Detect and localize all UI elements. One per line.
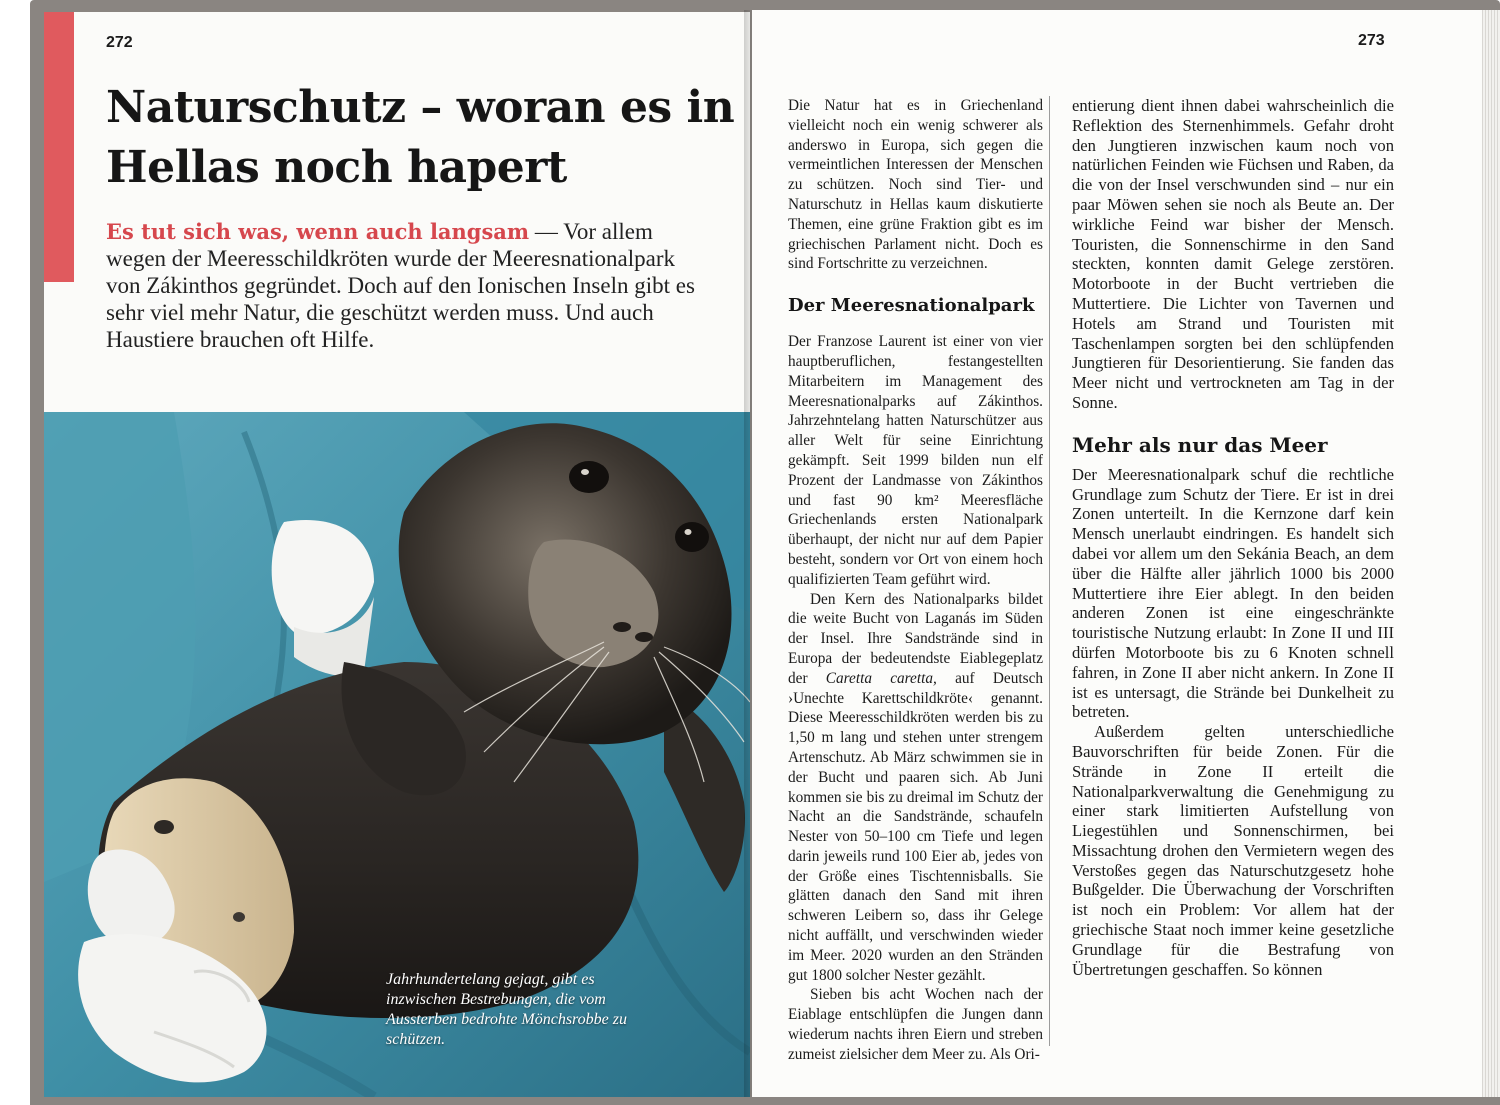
article-intro <box>106 218 706 353</box>
species-name: Caretta caretta, <box>825 669 937 687</box>
paragraph: Sieben bis acht Wochen nach der Eiablage entschlüpfen die Jungen dann wiederum nachts ihren Eiern und streben zumeist zielsicher dem Meer zu. Als Ori- <box>788 986 1043 1063</box>
paragraph <box>788 590 1043 986</box>
section-heading: Der Meeresnationalpark <box>788 295 1035 317</box>
paragraph-text: auf Deutsch ›Unechte Karettschildkröte‹ genannt. Diese Meeresschildkröten werden bis zu 1,50 m lang und stehen unter strengem Artenschutz. Ab März schwimmen sie in der Bucht und paaren sich. Ab Juni kommen sie bis zu dreimal im Schutz der Nacht an die Sandstrände, schaufeln Nester von 50–100 cm Tiefe und legen darin jeweils rund 100 Eier ab, jedes von der Größe eines Tischtennisballs. Sie glätten danach den Sand mit ihren schweren Leibern so, dass ihr Gelege nicht auffällt, und verschwinden wieder im Meer. 2020 wurden an den Stränden gut 1800 solcher Nester gezählt. <box>788 669 1044 984</box>
photo-caption: Jahrhundertelang gejagt, gibt es inzwischen Bestrebungen, die vom Aussterben bedrohte Mönchsrobbe zu schützen. <box>386 971 627 1048</box>
paragraph: Außerdem gelten unterschiedliche Bauvorschriften für beide Zonen. Für die Strände in Zone II erteilt die Nationalparkverwaltung die Genehmigung zu einer stark limitierten Aufstellung von Liegestühlen und Sonnenschirmen, bei Missachtung drohen den Vermietern wegen des Verstoßes gegen das Naturschutzgesetz hohe Bußgelder. Die Überwachung der Vorschriften ist noch ein Problem: Vor allem hat der griechische Staat noch immer keine gesetzliche Grundlage für die Bestrafung von Übertretungen geschaffen. So können <box>1072 722 1394 979</box>
article-title: Naturschutz – woran es in Hellas noch hapert <box>106 82 735 193</box>
page-edges <box>1482 10 1500 1097</box>
paragraph: Der Meeresnationalpark schuf die rechtliche Grundlage zum Schutz der Tiere. Er ist in drei Zonen unterteilt. In die Kernzone darf kein Mensch unerlaubt eindringen. Es handelt sich dabei vor allem um den Sekánia Beach, an dem über die Hälfte aller jährlich 1000 bis 2000 Muttertiere ihre Eier ablegt. In den beiden anderen Zonen ist eine eingeschränkte touristische Nutzung erlaubt: In Zone II und III dürfen Motorboote bis zu 6 Knoten schnell fahren, in Zone II aber nicht ankern. In Zone II ist es untersagt, die Strände bei Dunkelheit zu betreten. <box>1072 464 1394 722</box>
paragraph: Die Natur hat es in Griechenland vielleicht noch ein wenig schwerer als anderswo in Europa, sich gegen die vermeintlichen Interessen der Menschen zu schützen. Noch sind Tier- und Naturschutz in Hellas kaum diskutierte Themen, eine grüne Fraktion gibt es im griechischen Parlament nicht. Doch es sind Fortschritte zu verzeichnen. <box>788 97 1043 273</box>
page-number-right: 273 <box>1358 32 1385 49</box>
text-column-1 <box>788 96 1043 1065</box>
left-page <box>44 12 750 1097</box>
intro-lead: Es tut sich was, wenn auch langsam <box>106 219 530 244</box>
page-number-left: 272 <box>106 34 133 51</box>
accent-bar <box>44 12 74 282</box>
intro-text: — Vor allem wegen der Meeresschildkröten wurde der Meeresnationalpark von Zákinthos gegründet. Doch auf den Ionischen Inseln gibt es sehr viel mehr Natur, die geschützt werden muss. Und auch Haustiere brauchen oft Hilfe. <box>106 219 695 352</box>
paragraph-text: Den Kern des Nationalparks bildet die weite Bucht von Laganás im Süden der Insel. Ihre Sandstrände sind in Europa der bedeutendste Eiablegeplatz der <box>788 590 1043 687</box>
paragraph: Der Franzose Laurent ist einer von vier hauptberuflichen, festangestellten Mitarbeitern im Management des Meeresnationalparks auf Zákinthos. Jahrzehntelang hatten Naturschützer aus aller Welt für seine Einrichtung gekämpft. Seit 1999 bilden nun elf Prozent der Landmasse von Zákinthos und fast 90 km² Meeresfläche Griechenlands ersten Nationalpark überhaupt, der nicht nur auf dem Papier besteht, sondern vor Ort von einem hoch qualifizierten Team geführt wird. <box>788 333 1043 588</box>
text-column-2 <box>1072 96 1394 979</box>
paragraph: entierung dient ihnen dabei wahrscheinlich die Reflektion des Sternenhimmels. Gefahr droht den Jungtieren inzwischen kaum noch von natürlichen Feinden wie Füchsen und Raben, da die von der Insel verschwunden sind – nur ein paar Möwen sehen sie noch als Beute an. Der wirkliche Feind war bisher der Mensch. Touristen, die Sonnenschirme in den Sand steckten, konnten damit Gelege zerstören. Motorboote in der Bucht vertrieben die Muttertiere. Die Lichter von Tavernen und Hotels am Strand und Touristen mit Taschenlampen sorgten bei den schlüpfenden Jungtieren für Desorientierung. Sie fanden das Meer nicht und vertrockneten am Tag in der Sonne. <box>1072 96 1394 412</box>
section-heading: Mehr als nur das Meer <box>1072 432 1328 457</box>
right-page <box>752 10 1482 1097</box>
column-divider <box>1049 96 1050 1046</box>
